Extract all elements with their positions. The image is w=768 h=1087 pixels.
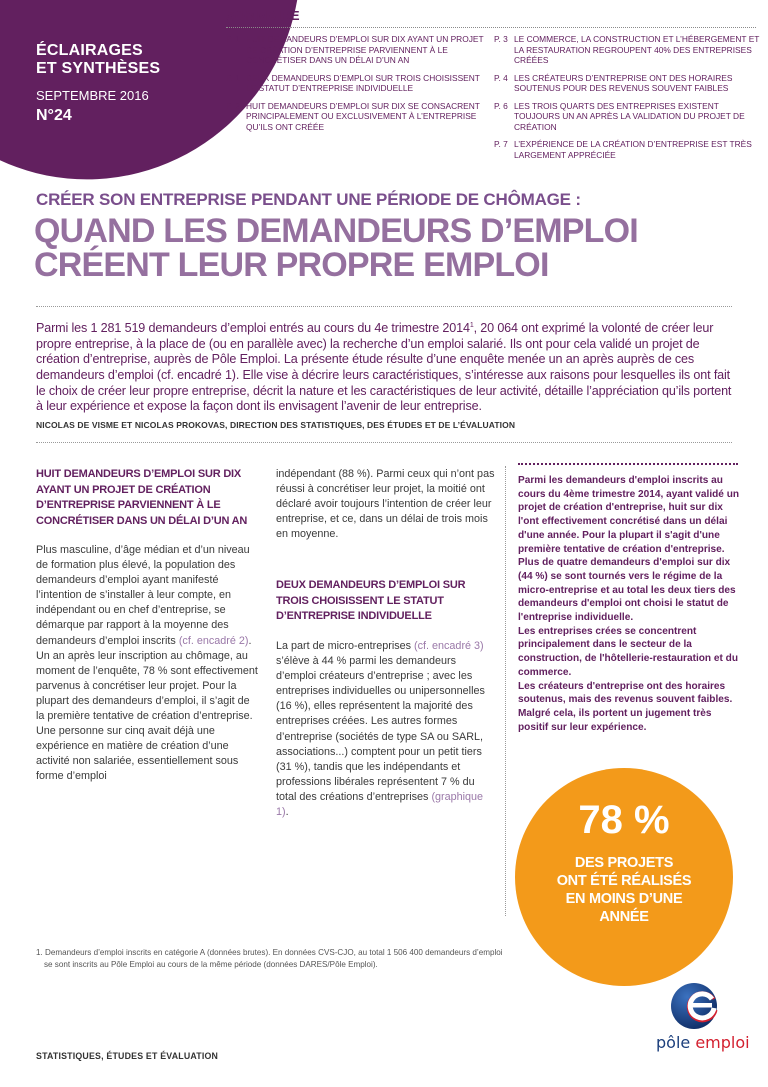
sommaire-text: L’EXPÉRIENCE DE LA CRÉATION D’ENTREPRISE EST TRÈS LARGEMENT APPRÉCIÉE	[514, 139, 752, 160]
body-text: s’élève à 44 % parmi les demandeurs d’emploi créateurs d’entreprise ; avec les entreprises individuelles ou unipersonnelles (16 %), elles représentent la majorité des entreprises créées. Les autres formes d’entreprise (sociétés de type SA ou SARL, associations...) comptent pour un petit tiers (31 %), tandis que les indépendants et professions libérales représentent 7 % du total des créations d’entreprises	[276, 655, 485, 803]
sommaire-item[interactable]	[226, 73, 486, 94]
sommaire-page: P. 2	[226, 100, 240, 111]
pole-emploi-logo[interactable]	[656, 980, 756, 1062]
issue-number: N°24	[36, 107, 72, 124]
footer-label: STATISTIQUES, ÉTUDES ET ÉVALUATION	[36, 1051, 219, 1061]
graphique-link[interactable]: (graphique 1)	[276, 790, 484, 818]
highlight-stat-circle	[515, 768, 733, 986]
logo-word-emploi: emploi	[695, 1033, 750, 1052]
encadre-link[interactable]: (cf. encadré 2)	[178, 634, 249, 647]
sommaire-page: P. 7	[494, 139, 508, 149]
column-2	[276, 467, 498, 820]
sommaire-title: SOMMAIRE	[226, 8, 300, 23]
logo-word-pole: pôle	[656, 1033, 691, 1052]
headline-line1: QUAND LES DEMANDEURS D’EMPLOI	[34, 212, 638, 250]
headline-line2: CRÉENT LEUR PROPRE EMPLOI	[34, 246, 549, 284]
summary-sidebar	[518, 474, 740, 734]
sommaire-right-column	[494, 34, 764, 167]
body-text: La part de micro-entreprises	[276, 639, 415, 652]
sidebar-paragraph: Plus de quatre demandeurs d'emploi sur dix (44 %) se sont tournés vers le régime de la micro-entreprise et au total les deux tiers des demandeurs d'emploi ont choisi le statut de l'entreprise individuelle.	[518, 557, 736, 624]
sommaire-text: LE COMMERCE, LA CONSTRUCTION ET L’HÉBERGEMENT ET LA RESTAURATION REGROUPENT 40% DES ENTREPRISES CRÉÉES	[514, 34, 760, 65]
lead-text: , 20 064 ont exprimé la volonté de créer leur propre entreprise, à la place de (ou en parallèle avec) la recherche d’un emploi salarié. Ils ont pour cela validé un projet de création d’entreprise, auprès de Pôle Emploi. La présente étude résulte d’une enquête menée un an après auprès de ces demandeurs d’emploi (cf. encadré 1). Elle vise à décrire leurs caractéristiques, s’intéresse aux raisons pour lesquelles ils ont fait le choix de créer leur propre entreprise, décrit la nature et les caractéristiques de leur activité, détaille l’appréciation qu’ils portent à leur expérience et expose la façon dont ils envisagent l’avenir de leur entreprise.	[36, 321, 732, 414]
caption-line: ONT ÉTÉ RÉALISÉS	[556, 873, 692, 889]
sommaire-item[interactable]	[226, 101, 486, 133]
sommaire-page: P. 4	[494, 72, 508, 83]
lead-divider	[36, 442, 732, 443]
sommaire-item[interactable]	[494, 139, 764, 160]
sidebar-top-dots	[518, 463, 738, 465]
series-title-line1: ÉCLAIRAGES	[36, 42, 143, 59]
article-kicker: CRÉER SON ENTREPRISE PENDANT UNE PÉRIODE DE CHÔMAGE :	[36, 190, 581, 209]
sidebar-paragraph: Les créateurs d'entreprise ont des horaires soutenus, mais des revenus souvent faibles. Malgré cela, ils portent un jugement très positif sur leur expérience.	[518, 680, 733, 733]
body-text: .	[285, 806, 289, 818]
sommaire-left-column	[226, 34, 486, 139]
body-text: .	[248, 634, 252, 647]
highlight-caption	[515, 854, 733, 926]
sommaire-item[interactable]	[494, 34, 764, 66]
sommaire-text: LES CRÉATEURS D’ENTREPRISE ONT DES HORAIRES SOUTENUS POUR DES REVENUS SOUVENT FAIBLES	[514, 72, 733, 93]
highlight-value: 78 %	[578, 798, 670, 842]
publication-cover-block	[36, 42, 160, 125]
sommaire-page: P. 6	[494, 100, 508, 111]
encadre-link[interactable]: (cf. encadré 3)	[414, 639, 484, 652]
footnote-ref[interactable]: 1	[469, 322, 474, 329]
sommaire-item[interactable]	[494, 101, 764, 133]
body-paragraph: indépendant (88 %). Parmi ceux qui n’ont pas réussi à concrétiser leur projet, la moitié ont déclaré avoir toujours l’intention de créer leur entreprise, et ce, dans un délai de trois mois en moyenne.	[276, 468, 495, 541]
series-title-line2: ET SYNTHÈSES	[36, 60, 161, 77]
sommaire-text: HUIT DEMANDEURS D’EMPLOI SUR DIX AYANT UN PROJET DE CRÉATION D’ENTREPRISE PARVIENNENT À LE CONCRÉTISER DANS UN DÉLAI D’UN AN	[246, 34, 484, 65]
logo-wordmark	[656, 1033, 750, 1052]
column-divider	[505, 466, 506, 916]
sommaire-item[interactable]	[226, 34, 486, 66]
lead-text: Parmi les 1 281 519 demandeurs d’emploi entrés au cours du 4e trimestre 2014	[36, 321, 470, 336]
authors-line: NICOLAS DE VISME ET NICOLAS PROKOVAS, DIRECTION DES STATISTIQUES, DES ÉTUDES ET DE L’ÉVALUATION	[36, 420, 516, 430]
sommaire-page: P. 1	[226, 72, 240, 83]
sommaire-page: P. 1	[226, 34, 240, 44]
body-text: Un an après leur inscription au chômage, au moment de l’enquête, 78 % sont effectivement parvenus à concrétiser leur projet. Pour la plupart des demandeurs d’emploi, il s’agit de la première tentative de création d’entreprise. Une personne sur cinq avait déjà une expérience en matière de création d’une activité non salariée, essentiellement sous forme d’emploi	[36, 649, 258, 783]
sommaire-item[interactable]	[494, 73, 764, 94]
caption-line: EN MOINS D’UNE	[565, 891, 683, 907]
article-lead	[36, 318, 736, 415]
caption-line: ANNÉE	[599, 909, 649, 925]
sommaire-text: DEUX DEMANDEURS D’EMPLOI SUR TROIS CHOISISSENT LE STATUT D’ENTREPRISE INDIVIDUELLE	[246, 72, 480, 93]
column-1	[36, 467, 261, 785]
headline-divider	[36, 306, 732, 307]
sommaire-divider	[226, 27, 756, 28]
series-title	[36, 42, 160, 78]
caption-line: DES PROJETS	[574, 855, 674, 871]
issue-date: SEPTEMBRE 2016	[36, 88, 149, 103]
sommaire-text: HUIT DEMANDEURS D’EMPLOI SUR DIX SE CONSACRENT PRINCIPALEMENT OU EXCLUSIVEMENT À L’ENTREPRISE QU’ILS ONT CRÉÉE	[246, 100, 480, 132]
body-paragraph	[36, 543, 261, 785]
section-heading: HUIT DEMANDEURS D’EMPLOI SUR DIX AYANT UN PROJET DE CRÉATION D’ENTREPRISE PARVIENNENT À LE CONCRÉTISER DANS UN DÉLAI D’UN AN	[36, 468, 248, 527]
footnote: 1. Demandeurs d’emploi inscrits en catégorie A (données brutes). En données CVS-CJO, au total 1 506 400 demandeurs d’emploi se sont inscrits au Pôle Emploi au cours de la même période (données DARES/Pôle Emploi).	[36, 948, 503, 970]
body-text: Plus masculine, d’âge médian et d’un niveau de formation plus élevé, la population des demandeurs d’emploi ayant manifesté l’intention de s’installer à leur compte, en indépendant ou en chef d’entreprise, se démarque par rapport à la moyenne des demandeurs d’emploi inscrits	[36, 544, 250, 647]
sommaire-text: LES TROIS QUARTS DES ENTREPRISES EXISTENT TOUJOURS UN AN APRÈS LA VALIDATION DU PROJET DE CRÉATION	[514, 100, 745, 132]
article-headline	[34, 214, 638, 282]
sommaire-page: P. 3	[494, 34, 508, 44]
body-paragraph	[276, 639, 498, 820]
sidebar-paragraph: Les entreprises crées se concentrent principalement dans le secteur de la construction, de l'hôtellerie-restauration et du commerce.	[518, 625, 739, 678]
pole-emploi-e-logo-icon	[670, 980, 722, 1032]
section-heading: DEUX DEMANDEURS D’EMPLOI SUR TROIS CHOISISSENT LE STATUT D’ENTREPRISE INDIVIDUELLE	[276, 579, 466, 623]
sidebar-paragraph: Parmi les demandeurs d'emploi inscrits au cours du 4ème trimestre 2014, ayant validé un projet de création d'entreprise, huit sur dix l'ont effectivement concrétisé dans un délai d'une année. Pour la plupart il s'agit d'une première tentative de création d'entreprise.	[518, 475, 740, 555]
